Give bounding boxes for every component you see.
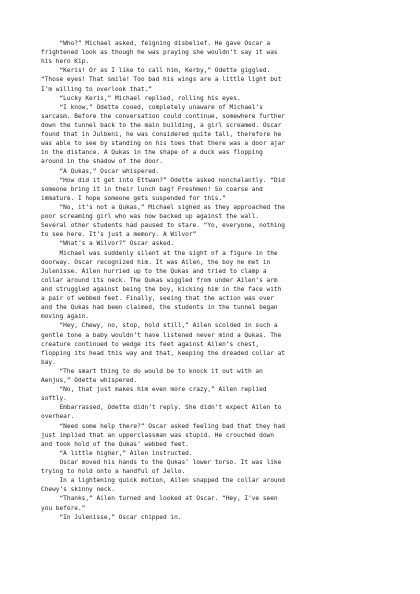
text-line: In a lightening quick motion, Ailen snapped the collar around xyxy=(41,477,286,485)
text-line: Embarrassed, Odette didn’t reply. She didn’t expect Ailen to xyxy=(41,404,282,412)
text-line: around in the shadow of the door. xyxy=(41,158,164,166)
text-line: his hero Kip. xyxy=(41,58,90,66)
text-line: “Lucky Keris,” Michael replied, rolling his eyes. xyxy=(41,94,241,102)
text-line: found that in Julbeni, he was considered quite tall, therefore he xyxy=(41,131,282,139)
text-line: a pair of webbed feet. Finally, seeing that the action was over xyxy=(41,295,274,303)
text-line: “Thanks,” Ailen turned and looked at Oscar. “Hey, I’ve seen xyxy=(41,495,278,503)
text-line: Several other students had paused to stare. “Yo, everyone, nothing xyxy=(41,222,286,230)
text-line: Michael was suddenly silent at the sight of a figure in the xyxy=(41,249,278,257)
text-line: someone bring it in their lunch bag? Freshmen! So coarse and xyxy=(41,185,263,193)
text-line: “A little higher,” Ailen instructed. xyxy=(41,449,193,457)
text-line: and struggled against being the boy, kicking him in the face with xyxy=(41,285,282,293)
text-line: “A Qukas,” Oscar whispered. xyxy=(41,167,160,175)
text-line: “Keris! Or as I like to call him, Kerby,” Odette giggled. xyxy=(41,67,271,75)
text-line: “No, it’s not a Qukas,” Michael sighed as they approached the xyxy=(41,203,286,211)
text-line: trying to hold onto a handful of Jello. xyxy=(41,468,186,476)
text-line: in the distance. A Qukas in the shape of a duck was flopping xyxy=(41,149,263,157)
text-line: moving again. xyxy=(41,313,90,321)
text-line: “Those eyes! That smile! Too bad his wings are a little light but xyxy=(41,76,282,84)
text-line: softly. xyxy=(41,395,67,403)
text-line: down the tunnel back to the main building, a girl screamed. Oscar xyxy=(41,121,282,129)
text-line: to see here. It’s just a memory. A Wilvor” xyxy=(41,231,197,239)
text-line: just implied that an upperclassman was stupid. He crouched down xyxy=(41,431,274,439)
text-line: Julenisse. Ailen hurried up to the Qukas and tried to clamp a xyxy=(41,267,267,275)
text-line: bay. xyxy=(41,358,56,366)
text-line: and the Qukas had been claimed, the students in the tunnel began xyxy=(41,304,278,312)
text-line: sarcasm. Before the conversation could continue, somewhere further xyxy=(41,112,286,120)
text-line: you before.” xyxy=(41,504,86,512)
text-line: flopping its head this way and that, keeping the dreaded collar at xyxy=(41,349,286,357)
text-line: “The smart thing to do would be to knock it out with an xyxy=(41,367,263,375)
text-line: I’m willing to overlook that.” xyxy=(41,85,152,93)
text-line: overhear. xyxy=(41,413,75,421)
text-line: Oscar moved his hands to the Qukas’ lower torso. It was like xyxy=(41,459,282,467)
text-line: “Need some help there?” Oscar asked feeling bad that they had xyxy=(41,422,286,430)
text-line: and took hold of the Qukas’ webbed feet. xyxy=(41,440,189,448)
text-line: gentle tone a baby wouldn’t have listened never mind a Qukas. The xyxy=(41,331,282,339)
text-line: “In Julenisse,” Oscar chipped in. xyxy=(41,513,182,521)
text-line: collar around its neck. The Qukas wiggled from under Ailen’s arm xyxy=(41,276,278,284)
text-line: frightened look as though he was praying she wouldn’t say it was xyxy=(41,49,278,57)
text-line: poor screaming girl who was now backed up against the wall. xyxy=(41,213,260,221)
text-line: “Hey, Chewy, no, stop, hold still,” Ailen scolded in such a xyxy=(41,322,278,330)
text-line: “No, that just makes him even more crazy,” Ailen replied xyxy=(41,386,267,394)
text-line: Chewy’s skinny neck. xyxy=(41,486,115,494)
text-line: “I know,” Odette cooed, completely unaware of Michael’s xyxy=(41,103,263,111)
text-line: creature continued to wedge its feet against Ailen’s chest, xyxy=(41,340,260,348)
text-line: was able to see by standing on his toes that there was a door ajar xyxy=(41,140,286,148)
text-line: immature. I hope someone gets suspended for this.” xyxy=(41,194,226,202)
text-line: doorway. Oscar recognized him. It was Ailen, the boy he met in xyxy=(41,258,271,266)
story-text xyxy=(41,39,381,522)
text-line: “How did it get into Ettwan?” Odette asked nonchalantly. “Did xyxy=(41,176,286,184)
text-line: “Who?” Michael asked, feigning disbelief. He gave Oscar a xyxy=(41,40,271,47)
text-line: Aenjus,” Odette whispered. xyxy=(41,377,138,385)
text-line: “What’s a Wilvor?” Oscar asked. xyxy=(41,240,175,248)
